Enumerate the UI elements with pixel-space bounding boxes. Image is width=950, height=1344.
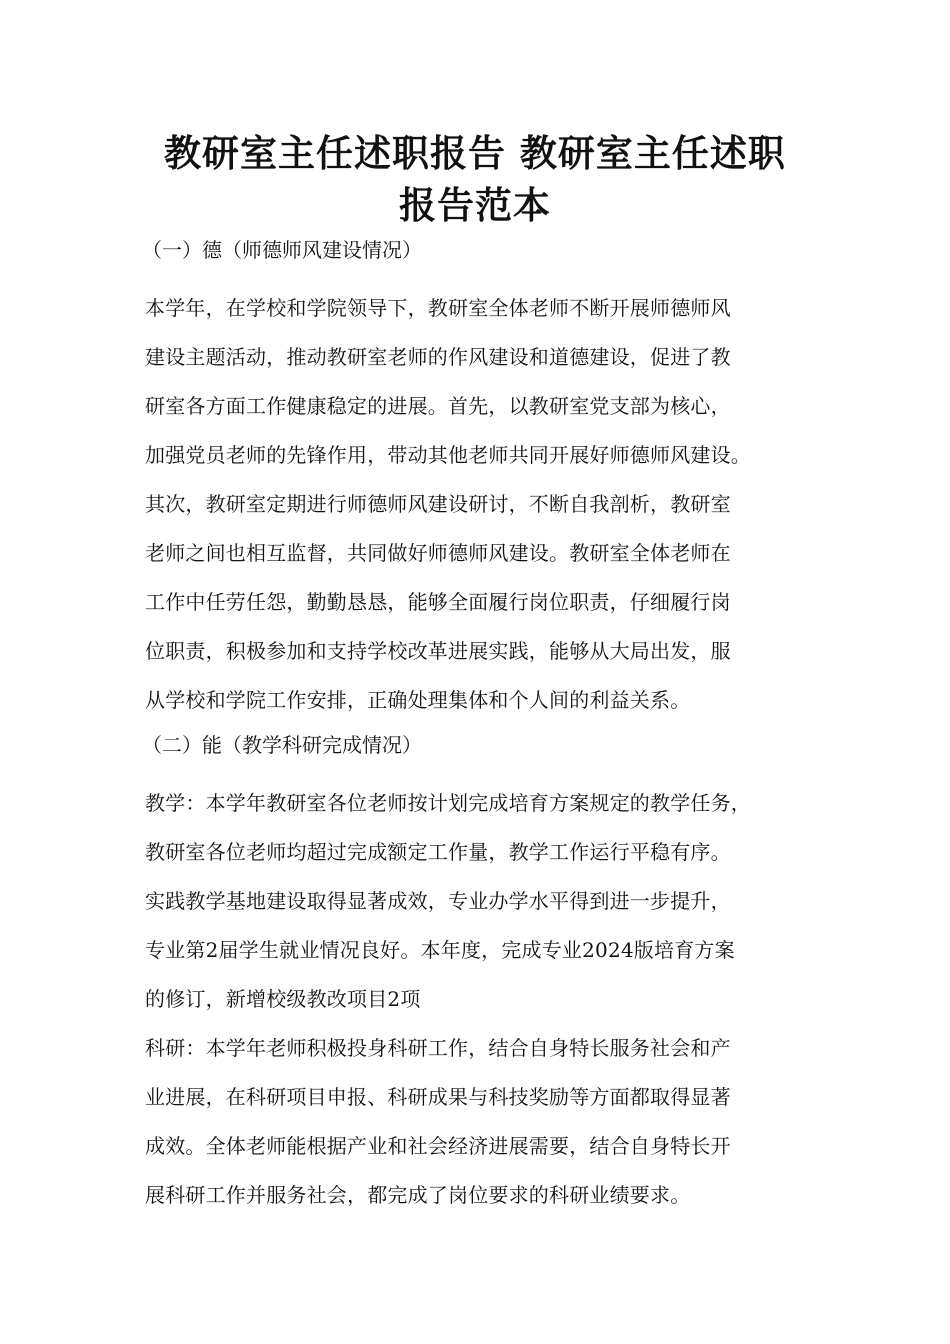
document-title-line-2: 报告范本 bbox=[399, 184, 551, 227]
paragraph bbox=[145, 284, 835, 725]
text-line: 专业第2届学生就业情况良好。本年度，完成专业2024版培育方案 bbox=[145, 938, 735, 962]
paragraph-research bbox=[145, 1024, 835, 1220]
document-title-line-1: 教研室主任述职报告 教研室主任述职 bbox=[164, 132, 786, 175]
document-title bbox=[140, 128, 810, 232]
text-line: 展科研工作并服务社会，都完成了岗位要求的科研业绩要求。 bbox=[145, 1183, 691, 1207]
text-line: 加强党员老师的先锋作用，带动其他老师共同开展好师德师风建设。 bbox=[145, 443, 751, 467]
text-line: 其次，教研室定期进行师德师风建设研讨，不断自我剖析，教研室 bbox=[145, 492, 731, 516]
text-line: 从学校和学院工作安排，正确处理集体和个人间的利益关系。 bbox=[145, 688, 691, 712]
text-line: 本学年，在学校和学院领导下，教研室全体老师不断开展师德师风 bbox=[145, 296, 731, 320]
text-line: 实践教学基地建设取得显著成效，专业办学水平得到进一步提升， bbox=[145, 889, 731, 913]
text-line: 业进展，在科研项目申报、科研成果与科技奖励等方面都取得显著 bbox=[145, 1085, 731, 1109]
text-line: 建设主题活动，推动教研室老师的作风建设和道德建设，促进了教 bbox=[145, 345, 731, 369]
text-line: 教学：本学年教研室各位老师按计划完成培育方案规定的教学任务， bbox=[145, 791, 751, 815]
text-line: 位职责，积极参加和支持学校改革进展实践，能够从大局出发，服 bbox=[145, 639, 731, 663]
text-line: 成效。全体老师能根据产业和社会经济进展需要，结合自身特长开 bbox=[145, 1134, 731, 1158]
section-ability bbox=[142, 725, 835, 1220]
section-heading: （二）能（教学科研完成情况） bbox=[142, 733, 422, 757]
document-body bbox=[142, 230, 835, 1220]
text-line: 教研室各位老师均超过完成额定工作量，教学工作运行平稳有序。 bbox=[145, 840, 731, 864]
paragraph-teaching bbox=[145, 779, 835, 1024]
section-virtue bbox=[142, 230, 835, 725]
text-line: 老师之间也相互监督，共同做好师德师风建设。教研室全体老师在 bbox=[145, 541, 731, 565]
text-line: 科研：本学年老师积极投身科研工作，结合自身特长服务社会和产 bbox=[145, 1036, 731, 1060]
text-line: 的修订，新增校级教改项目2项 bbox=[145, 987, 421, 1011]
section-heading: （一）德（师德师风建设情况） bbox=[142, 238, 422, 262]
text-line: 研室各方面工作健康稳定的进展。首先，以教研室党支部为核心， bbox=[145, 394, 731, 418]
text-line: 工作中任劳任怨，勤勤恳恳，能够全面履行岗位职责，仔细履行岗 bbox=[145, 590, 731, 614]
